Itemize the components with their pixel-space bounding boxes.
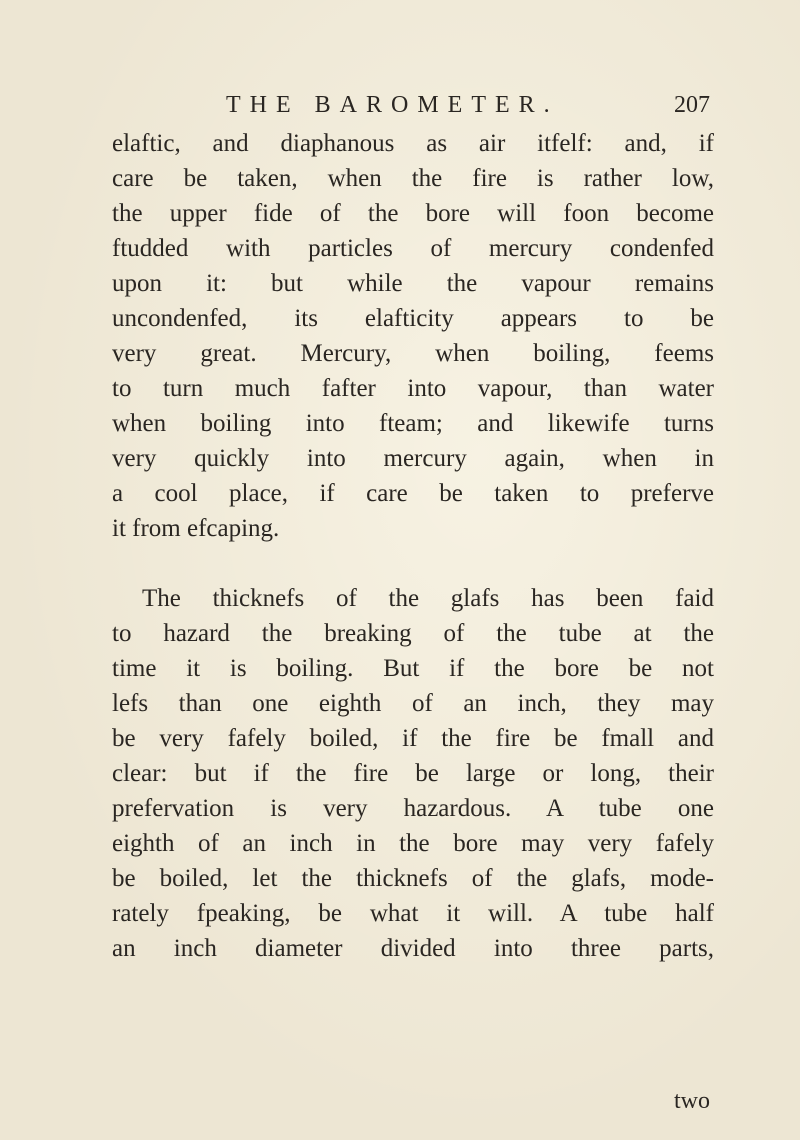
text-line: clear: but if the fire be large or long, their [112,760,714,787]
text-line: a cool place, if care be taken to preferve [112,480,714,507]
text-line: very quickly into mercury again, when in [112,445,714,472]
body-text [112,126,714,966]
paragraph-1 [112,126,714,546]
text-line: uncondenfed, its elafticity appears to be [112,305,714,332]
text-line: be very fafely boiled, if the fire be fmall and [112,725,714,752]
text-line: lefs than one eighth of an inch, they may [112,690,714,717]
text-line: to hazard the breaking of the tube at the [112,620,714,647]
text-line: ftudded with particles of mercury condenfed [112,235,714,262]
text-line: elaftic, and diaphanous as air itfelf: and, if [112,130,714,157]
running-title: THE BAROMETER. [226,92,559,118]
paragraph-2 [112,581,714,966]
text-line: the upper fide of the bore will foon become [112,200,714,227]
paragraph-gap [112,546,714,581]
text-line: eighth of an inch in the bore may very fafely [112,830,714,857]
catchword: two [674,1088,710,1114]
text-line: The thicknefs of the glafs has been faid [142,585,714,612]
text-line: time it is boiling. But if the bore be not [112,655,714,682]
text-line: to turn much fafter into vapour, than water [112,375,714,402]
running-head [226,88,710,122]
page-number: 207 [674,92,710,118]
text-line: an inch diameter divided into three parts, [112,935,714,962]
text-line: care be taken, when the fire is rather low, [112,165,714,192]
text-line: upon it: but while the vapour remains [112,270,714,297]
text-line: be boiled, let the thicknefs of the glafs, mode- [112,865,714,892]
text-line: very great. Mercury, when boiling, feems [112,340,714,367]
text-line: rately fpeaking, be what it will. A tube half [112,900,714,927]
text-line: it from efcaping. [112,515,280,542]
text-line: when boiling into fteam; and likewife turns [112,410,714,437]
text-line: prefervation is very hazardous. A tube one [112,795,714,822]
